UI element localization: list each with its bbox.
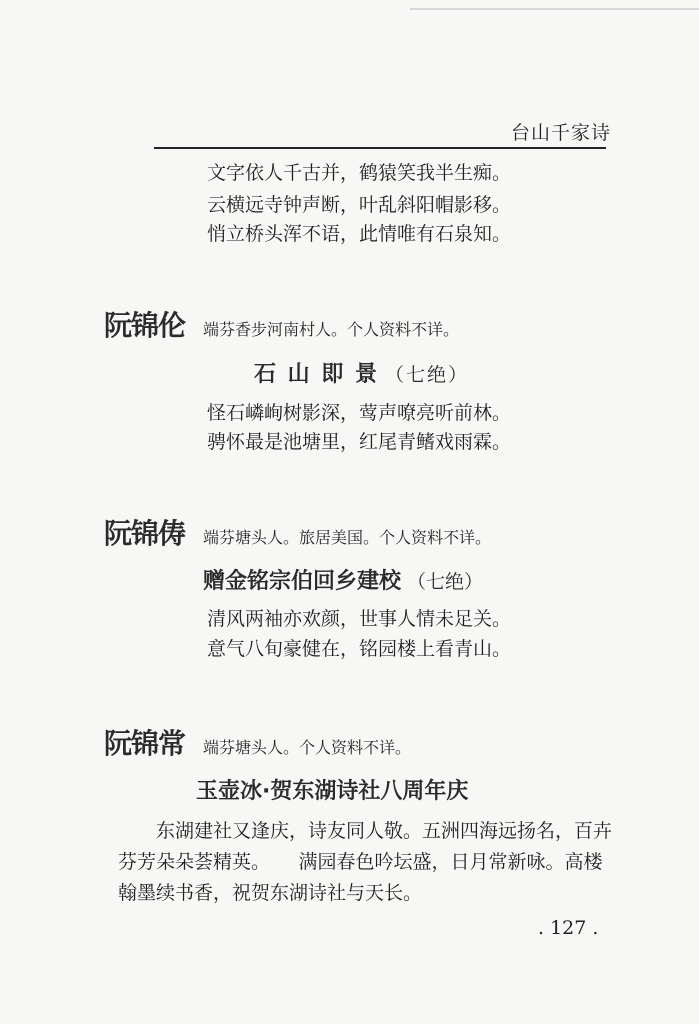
continuation-line-1: 文字依人千古并，鹤猿笑我半生痴。 (207, 162, 512, 184)
poem-form: （七绝） (384, 364, 469, 386)
poet-bio: 端芬塘头人。旅居美国。个人资料不详。 (203, 528, 492, 547)
poem-form: （七绝） (407, 571, 484, 593)
poem-title (196, 774, 474, 805)
poem-title (203, 564, 483, 595)
poem-line: 东湖建社又逢庆，诗友同人敬。五洲四海远扬名，百卉 (156, 820, 613, 842)
poem-line: 怪石嶙峋树影深，莺声嘹亮听前林。 (207, 402, 512, 424)
poet-name: 阮锦常 (104, 727, 186, 760)
poet-bio: 端芬塘头人。个人资料不详。 (203, 738, 412, 757)
poem-title-text: 玉壶冰·贺东湖诗社八周年庆 (196, 779, 469, 804)
poet-name: 阮锦伦 (104, 309, 186, 342)
continuation-line-3: 悄立桥头浑不语，此情唯有石泉知。 (207, 223, 512, 245)
header-rule (154, 147, 606, 149)
poet-entry (104, 304, 459, 344)
poem-line: 清风两袖亦欢颜，世事人情未足关。 (207, 608, 512, 630)
poet-name: 阮锦俦 (104, 517, 186, 550)
poet-bio: 端芬香步河南村人。个人资料不详。 (203, 320, 460, 339)
poem-title-text: 赠金铭宗伯回乡建校 (203, 569, 402, 594)
poem-title-text: 石 山 即 景 (254, 362, 379, 387)
page-number: . 127 . (538, 917, 599, 939)
poem-line: 骋怀最是池塘里，红尾青鳍戏雨霖。 (207, 431, 512, 453)
running-header-title: 台山千家诗 (510, 122, 611, 144)
poem-title (254, 357, 469, 388)
poem-line: 芬芳朵朵荟精英。 满园春色吟坛盛，日月常新咏。高楼 (118, 851, 603, 873)
scan-edge (410, 8, 699, 10)
poem-line: 翰墨续书香，祝贺东湖诗社与天长。 (118, 882, 423, 904)
poem-prose (118, 816, 613, 909)
continuation-line-2: 云横远寺钟声断，叶乱斜阳帽影移。 (207, 194, 512, 216)
poet-entry (104, 512, 491, 552)
poet-entry (104, 722, 411, 762)
poem-line: 意气八旬豪健在，铭园楼上看青山。 (207, 638, 512, 660)
